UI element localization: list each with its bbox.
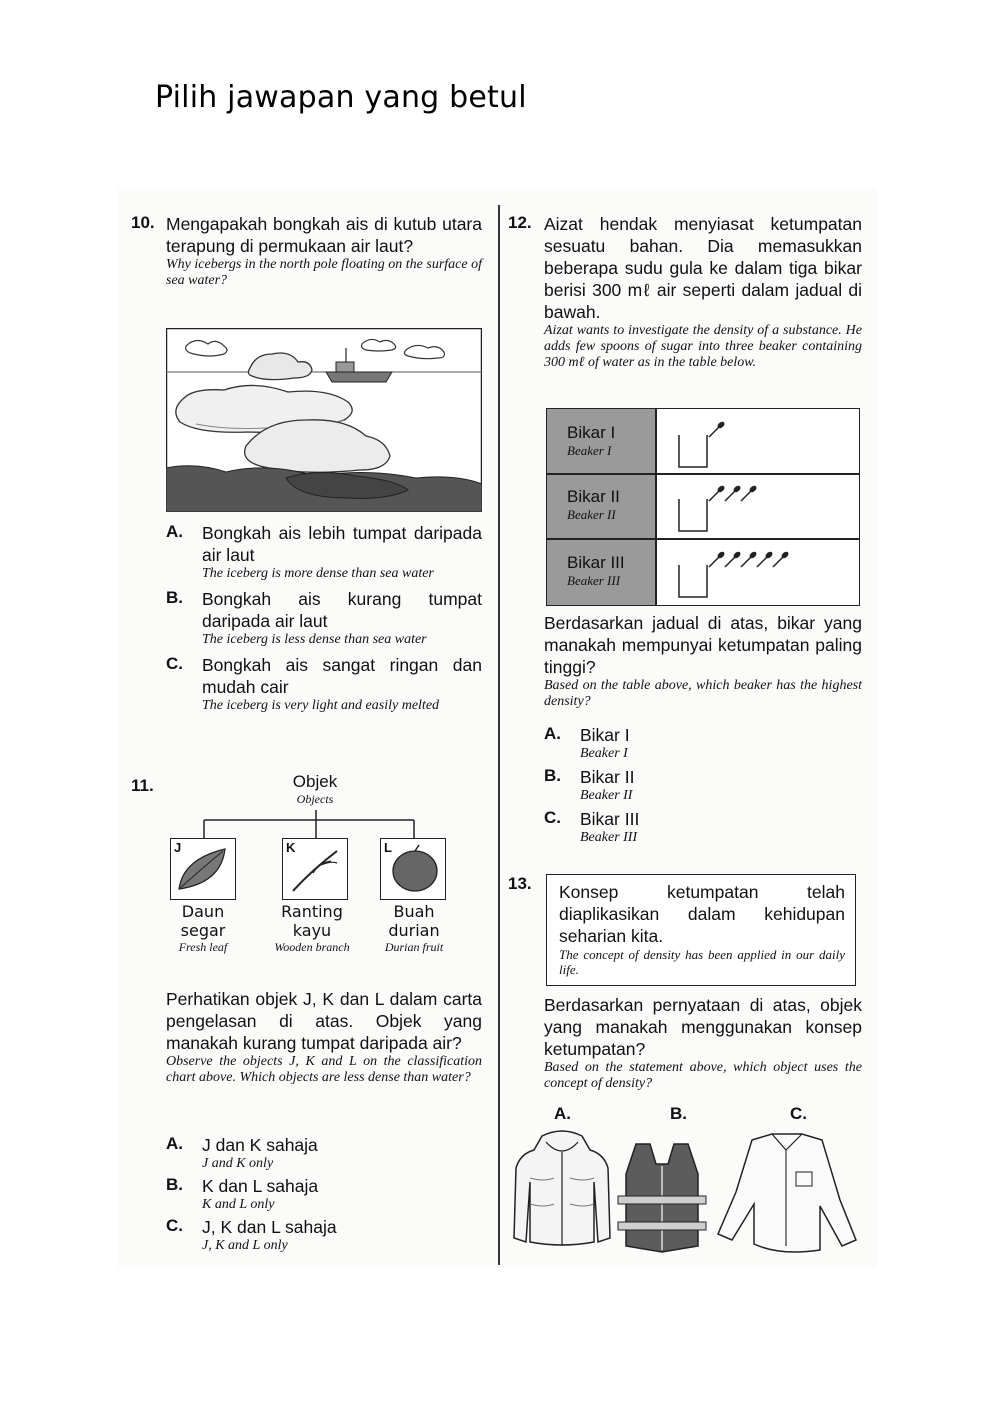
beaker-3-icon <box>679 565 707 597</box>
question-12-number: 12. <box>508 213 532 232</box>
beaker-1-name-ms: Bikar I <box>567 423 616 442</box>
spoon-icon <box>741 550 758 567</box>
question-10-text-ms: Mengapakah bongkah ais di kutub utara terapung di permukaan air laut? <box>166 214 482 256</box>
option-text-ms: K dan L sahaja <box>202 1176 319 1196</box>
option-text-en: K and L only <box>202 1197 275 1212</box>
beaker-2-name-en: Beaker II <box>567 507 616 522</box>
iceberg-illustration <box>166 328 482 512</box>
object-l-name-ms: Buah durian <box>388 902 440 940</box>
beaker-spoon-illustrations <box>657 409 857 605</box>
question-13-question-en: Based on the statement above, which object uses the concept of density? <box>544 1060 862 1091</box>
option-label: C. <box>166 654 183 673</box>
object-j-name-ms: Daun segar <box>180 902 226 940</box>
question-13-question-ms: Berdasarkan pernyataan di atas, objek yang manakah menggunakan konsep ketumpatan? <box>544 995 862 1059</box>
spoon-icon <box>709 550 726 567</box>
question-11-text-ms: Perhatikan objek J, K dan L dalam carta pengelasan di atas. Objek yang manakah kurang tumpat daripada air? <box>166 989 482 1053</box>
option-text-ms: Bikar II <box>580 767 635 787</box>
option-label: C. <box>544 808 561 827</box>
beaker-2-icon <box>679 499 707 531</box>
question-12-question <box>544 612 862 710</box>
option-text-en: Beaker II <box>580 788 633 803</box>
object-k-name-ms: Ranting kayu <box>281 902 343 940</box>
spoon-icon <box>741 484 758 501</box>
option-text-ms: Bikar I <box>580 725 630 745</box>
option-label: C. <box>166 1216 183 1235</box>
option-text-ms: Bikar III <box>580 809 640 829</box>
object-j-caption <box>162 902 244 954</box>
beaker-3-label <box>567 553 625 589</box>
question-13-option-a-label[interactable]: A. <box>554 1104 571 1123</box>
option-text-ms: Bongkah ais lebih tumpat daripada air laut <box>202 523 482 565</box>
density-concept-box <box>546 874 856 986</box>
classification-chart-lines <box>166 810 482 840</box>
page-title: Pilih jawapan yang betul <box>155 80 527 115</box>
branch-icon <box>283 839 347 899</box>
question-11-text-en: Observe the objects J, K and L on the classification chart above. Which objects are less dense than water? <box>166 1054 482 1085</box>
question-12-question-en: Based on the table above, which beaker has the highest density? <box>544 678 862 709</box>
beaker-table <box>546 408 860 606</box>
beaker-1-icon <box>679 435 707 467</box>
option-text-en: Beaker III <box>580 830 638 845</box>
classification-chart-title <box>270 772 360 806</box>
option-text-ms: J, K dan L sahaja <box>202 1217 337 1237</box>
beaker-3-name-ms: Bikar III <box>567 553 625 572</box>
beaker-1-name-en: Beaker I <box>567 443 612 458</box>
question-12-text-en: Aizat wants to investigate the density of a substance. He adds few spoons of sugar into three beaker containing 300 mℓ of water as in the table below. <box>544 323 862 370</box>
object-l-letter: L <box>384 840 392 855</box>
chart-title-ms: Objek <box>292 772 338 791</box>
option-label: A. <box>166 1134 183 1153</box>
object-l-caption <box>372 902 456 954</box>
box-text-en: The concept of density has been applied in our daily life. <box>559 947 845 977</box>
object-j-name-en: Fresh leaf <box>178 940 228 954</box>
option-text-en: J and K only <box>202 1156 274 1171</box>
option-text-en: Beaker I <box>580 746 628 761</box>
question-12 <box>544 213 862 371</box>
life-jacket-icon[interactable] <box>614 1140 710 1254</box>
beaker-3-name-en: Beaker III <box>567 573 621 588</box>
option-text-ms: Bongkah ais sangat ringan dan mudah cair <box>202 655 482 697</box>
object-k-caption <box>270 902 354 954</box>
question-13-option-c-label[interactable]: C. <box>790 1104 807 1123</box>
option-label: B. <box>544 766 561 785</box>
beaker-2-label <box>567 487 620 523</box>
option-text-ms: J dan K sahaja <box>202 1135 318 1155</box>
object-j-box <box>170 838 236 900</box>
object-j-letter: J <box>174 840 182 855</box>
question-10-text-en: Why icebergs in the north pole floating on the surface of sea water? <box>166 257 482 288</box>
object-k-letter: K <box>286 840 296 855</box>
spoon-icon <box>725 550 742 567</box>
option-label: A. <box>544 724 561 743</box>
option-text-en: The iceberg is less dense than sea water <box>202 632 427 647</box>
option-text-en: J, K and L only <box>202 1238 288 1253</box>
object-l-name-en: Durian fruit <box>384 940 444 954</box>
shirt-icon[interactable] <box>712 1132 862 1256</box>
option-text-ms: Bongkah ais kurang tumpat daripada air laut <box>202 589 482 631</box>
object-k-box <box>282 838 348 900</box>
leaf-icon <box>171 839 235 899</box>
spoon-icon <box>709 484 726 501</box>
question-10 <box>166 213 482 289</box>
box-text-ms: Konsep ketumpatan telah diaplikasikan dalam kehidupan seharian kita. <box>559 882 845 946</box>
question-11 <box>166 988 482 1086</box>
spoon-icon <box>773 550 790 567</box>
option-label: B. <box>166 1175 183 1194</box>
spoon-icon <box>757 550 774 567</box>
chart-title-en: Objects <box>296 792 334 806</box>
option-text-en: The iceberg is more dense than sea water <box>202 566 434 581</box>
question-13-option-b-label[interactable]: B. <box>670 1104 687 1123</box>
question-13-question <box>544 994 862 1092</box>
beaker-1-label <box>567 423 615 459</box>
question-11-number: 11. <box>131 776 154 795</box>
durian-icon <box>381 839 445 899</box>
spoon-icon <box>709 420 726 437</box>
jacket-icon[interactable] <box>512 1128 612 1254</box>
question-10-number: 10. <box>131 213 155 232</box>
spoon-icon <box>725 484 742 501</box>
question-12-question-ms: Berdasarkan jadual di atas, bikar yang manakah mempunyai ketumpatan paling tinggi? <box>544 613 862 677</box>
option-text-en: The iceberg is very light and easily melted <box>202 698 440 713</box>
option-label: B. <box>166 588 183 607</box>
question-13-number: 13. <box>508 874 532 893</box>
object-k-name-en: Wooden branch <box>274 940 350 954</box>
option-label: A. <box>166 522 183 541</box>
question-12-text-ms: Aizat hendak menyiasat ketumpatan sesuatu bahan. Dia memasukkan beberapa sudu gula ke dalam tiga bikar berisi 300 mℓ air seperti dalam jadual di bawah. <box>544 214 862 322</box>
column-divider <box>498 205 500 1265</box>
object-l-box <box>380 838 446 900</box>
beaker-2-name-ms: Bikar II <box>567 487 620 506</box>
